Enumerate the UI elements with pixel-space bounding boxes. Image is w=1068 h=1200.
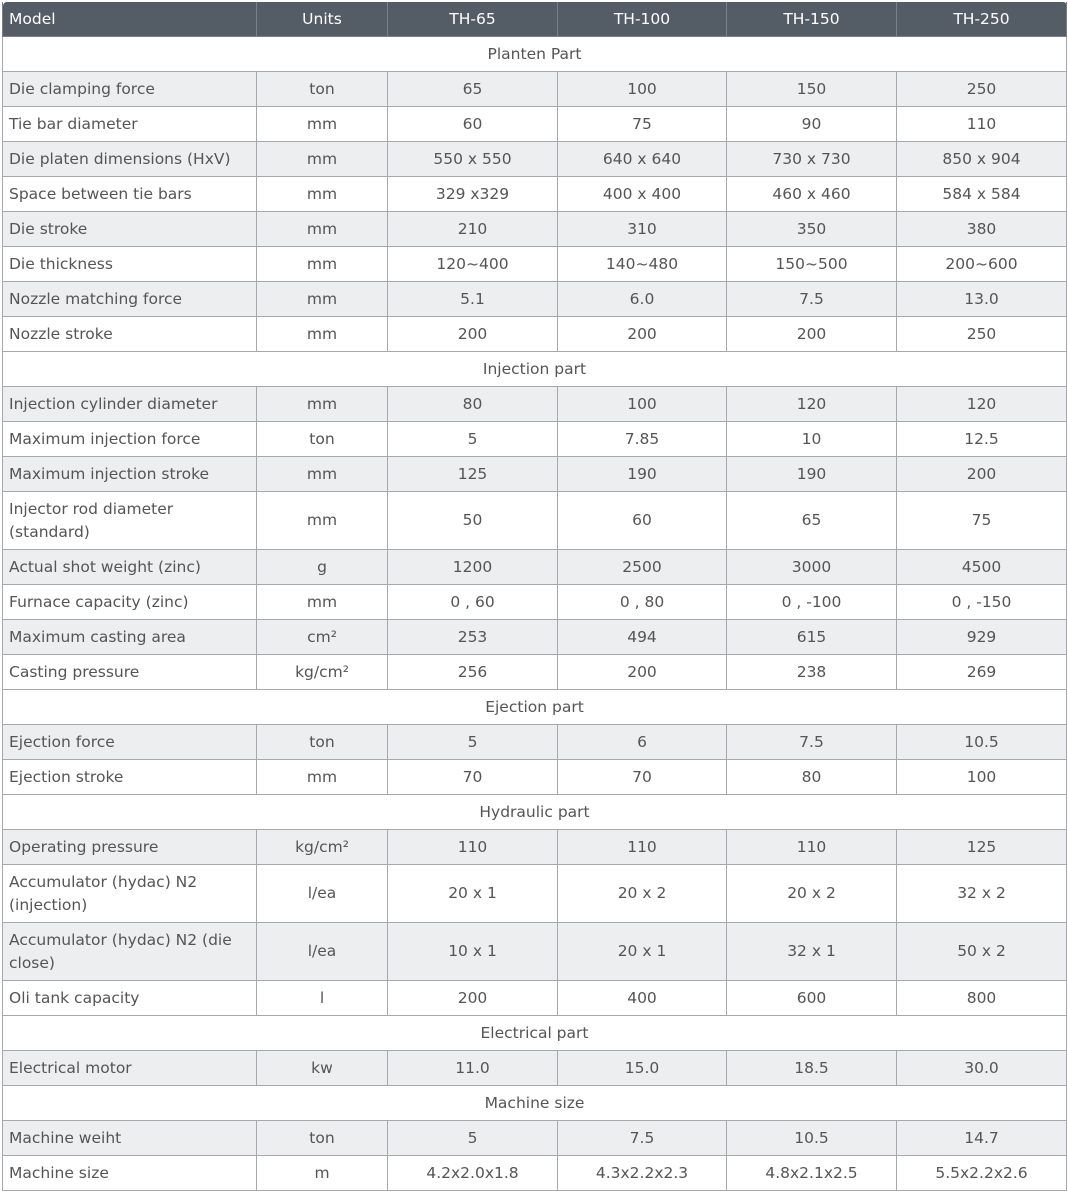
spec-unit: mm [257, 107, 388, 142]
spec-label: Injector rod diameter (standard) [3, 492, 257, 550]
value-th-150: 0 , -100 [727, 585, 897, 620]
value-th-100: 100 [558, 72, 727, 107]
spec-label: Nozzle matching force [3, 282, 257, 317]
section-row [3, 1086, 1067, 1121]
value-th-250: 50 x 2 [897, 923, 1067, 981]
value-th-150: 65 [727, 492, 897, 550]
value-th-65: 125 [388, 457, 558, 492]
value-th-250: 125 [897, 830, 1067, 865]
spec-label: Die stroke [3, 212, 257, 247]
value-th-65: 210 [388, 212, 558, 247]
table-row [3, 422, 1067, 457]
spec-label: Operating pressure [3, 830, 257, 865]
value-th-100: 110 [558, 830, 727, 865]
value-th-65: 5 [388, 422, 558, 457]
value-th-250: 0 , -150 [897, 585, 1067, 620]
table-row [3, 585, 1067, 620]
value-th-150: 10.5 [727, 1121, 897, 1156]
spec-unit: mm [257, 387, 388, 422]
value-th-150: 200 [727, 317, 897, 352]
spec-label: Machine weiht [3, 1121, 257, 1156]
table-row [3, 1051, 1067, 1086]
spec-label: Ejection stroke [3, 760, 257, 795]
value-th-65: 329 x329 [388, 177, 558, 212]
value-th-100: 100 [558, 387, 727, 422]
value-th-65: 5.1 [388, 282, 558, 317]
value-th-250: 12.5 [897, 422, 1067, 457]
value-th-100: 200 [558, 655, 727, 690]
value-th-100: 2500 [558, 550, 727, 585]
spec-unit: mm [257, 177, 388, 212]
value-th-65: 5 [388, 725, 558, 760]
spec-unit: mm [257, 317, 388, 352]
value-th-100: 0 , 80 [558, 585, 727, 620]
table-row [3, 142, 1067, 177]
table-row [3, 212, 1067, 247]
value-th-150: 190 [727, 457, 897, 492]
section-title: Planten Part [3, 37, 1067, 72]
value-th-250: 4500 [897, 550, 1067, 585]
value-th-100: 494 [558, 620, 727, 655]
header-units: Units [257, 2, 388, 37]
value-th-250: 800 [897, 981, 1067, 1016]
value-th-150: 238 [727, 655, 897, 690]
table-row [3, 1121, 1067, 1156]
header-th-65: TH-65 [388, 2, 558, 37]
header-model: Model [3, 2, 257, 37]
value-th-65: 50 [388, 492, 558, 550]
value-th-150: 350 [727, 212, 897, 247]
spec-unit: l [257, 981, 388, 1016]
section-row [3, 1016, 1067, 1051]
spec-label: Accumulator (hydac) N2 (die close) [3, 923, 257, 981]
spec-unit: mm [257, 247, 388, 282]
table-row [3, 550, 1067, 585]
spec-label: Accumulator (hydac) N2 (injection) [3, 865, 257, 923]
table-row [3, 865, 1067, 923]
spec-unit: l/ea [257, 923, 388, 981]
spec-unit: kg/cm² [257, 830, 388, 865]
spec-unit: ton [257, 725, 388, 760]
spec-unit: mm [257, 212, 388, 247]
value-th-150: 460 x 460 [727, 177, 897, 212]
header-th-250: TH-250 [897, 2, 1067, 37]
value-th-250: 13.0 [897, 282, 1067, 317]
value-th-150: 600 [727, 981, 897, 1016]
spec-label: Die platen dimensions (HxV) [3, 142, 257, 177]
value-th-150: 110 [727, 830, 897, 865]
value-th-65: 110 [388, 830, 558, 865]
table-row [3, 655, 1067, 690]
spec-unit: mm [257, 457, 388, 492]
table-row [3, 282, 1067, 317]
value-th-250: 250 [897, 317, 1067, 352]
table-row [3, 760, 1067, 795]
value-th-65: 550 x 550 [388, 142, 558, 177]
spec-unit: g [257, 550, 388, 585]
value-th-150: 80 [727, 760, 897, 795]
value-th-150: 730 x 730 [727, 142, 897, 177]
table-row [3, 107, 1067, 142]
spec-label: Oli tank capacity [3, 981, 257, 1016]
value-th-100: 15.0 [558, 1051, 727, 1086]
spec-label: Nozzle stroke [3, 317, 257, 352]
value-th-250: 380 [897, 212, 1067, 247]
table-row [3, 830, 1067, 865]
value-th-150: 3000 [727, 550, 897, 585]
value-th-250: 200~600 [897, 247, 1067, 282]
value-th-65: 4.2x2.0x1.8 [388, 1156, 558, 1191]
value-th-150: 120 [727, 387, 897, 422]
value-th-150: 18.5 [727, 1051, 897, 1086]
spec-unit: mm [257, 585, 388, 620]
spec-label: Space between tie bars [3, 177, 257, 212]
spec-unit: m [257, 1156, 388, 1191]
spec-label: Casting pressure [3, 655, 257, 690]
value-th-150: 20 x 2 [727, 865, 897, 923]
table-body [3, 37, 1067, 1191]
table-header [3, 2, 1067, 37]
section-title: Electrical part [3, 1016, 1067, 1051]
section-title: Ejection part [3, 690, 1067, 725]
spec-label: Tie bar diameter [3, 107, 257, 142]
value-th-100: 310 [558, 212, 727, 247]
spec-label: Die thickness [3, 247, 257, 282]
spec-unit: kg/cm² [257, 655, 388, 690]
value-th-150: 90 [727, 107, 897, 142]
header-th-150: TH-150 [727, 2, 897, 37]
value-th-100: 190 [558, 457, 727, 492]
spec-unit: ton [257, 1121, 388, 1156]
value-th-100: 400 x 400 [558, 177, 727, 212]
spec-label: Machine size [3, 1156, 257, 1191]
value-th-65: 0 , 60 [388, 585, 558, 620]
spec-unit: mm [257, 142, 388, 177]
value-th-65: 80 [388, 387, 558, 422]
spec-label: Ejection force [3, 725, 257, 760]
value-th-65: 200 [388, 981, 558, 1016]
value-th-250: 100 [897, 760, 1067, 795]
value-th-100: 640 x 640 [558, 142, 727, 177]
value-th-100: 7.5 [558, 1121, 727, 1156]
value-th-250: 200 [897, 457, 1067, 492]
section-row [3, 352, 1067, 387]
spec-label: Actual shot weight (zinc) [3, 550, 257, 585]
value-th-250: 250 [897, 72, 1067, 107]
value-th-100: 400 [558, 981, 727, 1016]
spec-label: Injection cylinder diameter [3, 387, 257, 422]
table-row [3, 72, 1067, 107]
value-th-250: 110 [897, 107, 1067, 142]
value-th-100: 20 x 1 [558, 923, 727, 981]
value-th-100: 20 x 2 [558, 865, 727, 923]
value-th-100: 70 [558, 760, 727, 795]
section-title: Machine size [3, 1086, 1067, 1121]
spec-unit: ton [257, 422, 388, 457]
value-th-250: 5.5x2.2x2.6 [897, 1156, 1067, 1191]
spec-label: Die clamping force [3, 72, 257, 107]
spec-unit: mm [257, 760, 388, 795]
header-row [3, 2, 1067, 37]
spec-unit: mm [257, 282, 388, 317]
value-th-150: 32 x 1 [727, 923, 897, 981]
value-th-65: 253 [388, 620, 558, 655]
value-th-250: 10.5 [897, 725, 1067, 760]
value-th-65: 256 [388, 655, 558, 690]
value-th-250: 75 [897, 492, 1067, 550]
table-row [3, 725, 1067, 760]
value-th-100: 75 [558, 107, 727, 142]
value-th-100: 4.3x2.2x2.3 [558, 1156, 727, 1191]
header-th-100: TH-100 [558, 2, 727, 37]
value-th-150: 615 [727, 620, 897, 655]
value-th-150: 4.8x2.1x2.5 [727, 1156, 897, 1191]
table-row [3, 387, 1067, 422]
spec-unit: ton [257, 72, 388, 107]
table-row [3, 457, 1067, 492]
section-row [3, 795, 1067, 830]
spec-unit: kw [257, 1051, 388, 1086]
value-th-100: 7.85 [558, 422, 727, 457]
value-th-65: 60 [388, 107, 558, 142]
spec-unit: cm² [257, 620, 388, 655]
value-th-250: 850 x 904 [897, 142, 1067, 177]
value-th-65: 200 [388, 317, 558, 352]
value-th-100: 60 [558, 492, 727, 550]
value-th-65: 120~400 [388, 247, 558, 282]
table-row [3, 1156, 1067, 1191]
value-th-65: 65 [388, 72, 558, 107]
table-row [3, 981, 1067, 1016]
value-th-150: 7.5 [727, 725, 897, 760]
value-th-100: 6 [558, 725, 727, 760]
spec-label: Furnace capacity (zinc) [3, 585, 257, 620]
section-title: Hydraulic part [3, 795, 1067, 830]
value-th-100: 6.0 [558, 282, 727, 317]
value-th-65: 20 x 1 [388, 865, 558, 923]
value-th-65: 5 [388, 1121, 558, 1156]
value-th-250: 30.0 [897, 1051, 1067, 1086]
value-th-250: 120 [897, 387, 1067, 422]
spec-label: Maximum injection stroke [3, 457, 257, 492]
value-th-65: 1200 [388, 550, 558, 585]
section-row [3, 37, 1067, 72]
table-row [3, 492, 1067, 550]
table-row [3, 247, 1067, 282]
value-th-65: 11.0 [388, 1051, 558, 1086]
value-th-250: 269 [897, 655, 1067, 690]
value-th-150: 7.5 [727, 282, 897, 317]
value-th-250: 14.7 [897, 1121, 1067, 1156]
value-th-100: 140~480 [558, 247, 727, 282]
spec-unit: mm [257, 492, 388, 550]
value-th-100: 200 [558, 317, 727, 352]
table-row [3, 177, 1067, 212]
section-title: Injection part [3, 352, 1067, 387]
value-th-150: 10 [727, 422, 897, 457]
value-th-250: 929 [897, 620, 1067, 655]
spec-label: Electrical motor [3, 1051, 257, 1086]
spec-label: Maximum injection force [3, 422, 257, 457]
value-th-150: 150~500 [727, 247, 897, 282]
spec-label: Maximum casting area [3, 620, 257, 655]
table-row [3, 923, 1067, 981]
section-row [3, 690, 1067, 725]
table-row [3, 317, 1067, 352]
value-th-250: 32 x 2 [897, 865, 1067, 923]
value-th-150: 150 [727, 72, 897, 107]
table-row [3, 620, 1067, 655]
value-th-250: 584 x 584 [897, 177, 1067, 212]
spec-table [2, 2, 1067, 1191]
value-th-65: 10 x 1 [388, 923, 558, 981]
value-th-65: 70 [388, 760, 558, 795]
spec-unit: l/ea [257, 865, 388, 923]
